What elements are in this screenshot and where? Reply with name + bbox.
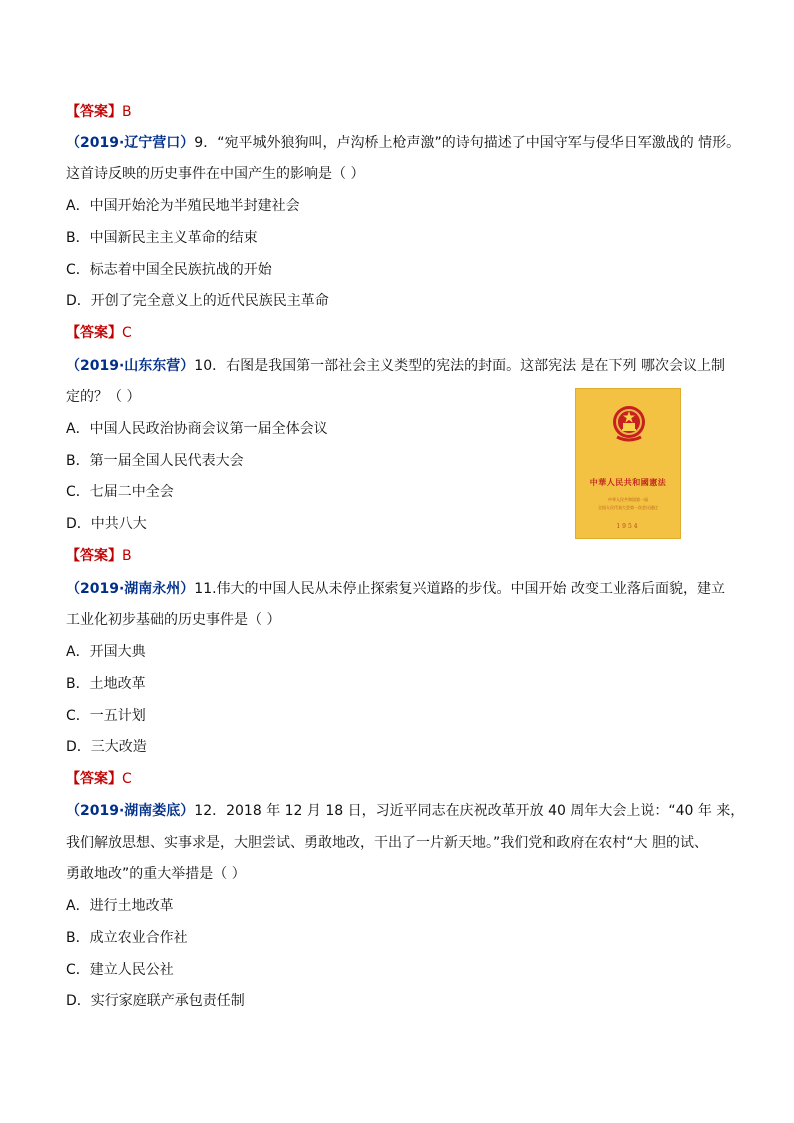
answer-label: 【答案】 bbox=[66, 548, 122, 564]
cover-subtitle-1: 中华人民共和国第一届 bbox=[608, 497, 648, 502]
answer-label: 【答案】 bbox=[66, 104, 122, 120]
question-source: （2019·山东东营） bbox=[66, 358, 195, 374]
question-12-option-b: B．成立农业合作社 bbox=[66, 930, 188, 946]
question-source: （2019·湖南娄底） bbox=[66, 803, 195, 819]
answer-line bbox=[66, 323, 132, 343]
question-10-stem-line1 bbox=[66, 356, 725, 376]
cover-title: 中華人民共和國憲法 bbox=[589, 477, 667, 487]
cover-year: 1954 bbox=[616, 523, 640, 530]
question-text: 10．右图是我国第一部社会主义类型的宪法的封面。这部宪法 是在下列 哪次会议上制 bbox=[194, 358, 726, 374]
cover-subtitle-2: 全国人民代表大会第一次会议通过 bbox=[598, 505, 658, 510]
question-12-option-d: D．实行家庭联产承包责任制 bbox=[66, 993, 245, 1009]
question-10-stem-line2: 定的？（ ） bbox=[66, 389, 141, 405]
question-12-option-c: C．建立人民公社 bbox=[66, 962, 174, 978]
question-text: 9．“宛平城外狼狗叫，卢沟桥上枪声激”的诗句描述了中国守军与侵华日军激战的 情形。 bbox=[194, 135, 741, 151]
answer-value: C bbox=[122, 325, 132, 341]
answer-line bbox=[66, 102, 132, 122]
question-9-option-a: A．中国开始沦为半殖民地半封建社会 bbox=[66, 198, 300, 214]
question-12-stem-line2: 我们解放思想、实事求是，大胆尝试、勇敢地改，干出了一片新天地。”我们党和政府在农村“大 胆的试、 bbox=[66, 835, 708, 851]
answer-line bbox=[66, 546, 132, 566]
question-11-stem-line2: 工业化初步基础的历史事件是（ ） bbox=[66, 612, 281, 628]
question-text: 12．2018 年 12 月 18 日，习近平同志在庆祝改革开放 40 周年大会上说：“40 年 来， bbox=[194, 803, 745, 819]
question-9-option-b: B．中国新民主主义革命的结束 bbox=[66, 230, 258, 246]
answer-value: B bbox=[122, 548, 132, 564]
question-11-stem-line1 bbox=[66, 579, 725, 599]
question-10-option-c: C．七届二中全会 bbox=[66, 484, 174, 500]
question-9-option-d: D．开创了完全意义上的近代民族民主革命 bbox=[66, 293, 329, 309]
question-12-stem-line1 bbox=[66, 801, 744, 821]
question-12-option-a: A．进行土地改革 bbox=[66, 898, 174, 914]
question-11-option-c: C．一五计划 bbox=[66, 708, 146, 724]
answer-label: 【答案】 bbox=[66, 325, 122, 341]
question-11-option-a: A．开国大典 bbox=[66, 644, 146, 660]
question-12-stem-line3: 勇敢地改”的重大举措是（ ） bbox=[66, 866, 246, 882]
question-source: （2019·辽宁营口） bbox=[66, 135, 195, 151]
answer-value: C bbox=[122, 771, 132, 787]
question-10-option-b: B．第一届全国人民代表大会 bbox=[66, 453, 244, 469]
question-10-option-a: A．中国人民政治协商会议第一届全体会议 bbox=[66, 421, 328, 437]
question-text: 11.伟大的中国人民从未停止探索复兴道路的步伐。中国开始 改变工业落后面貌，建立 bbox=[194, 581, 726, 597]
question-11-option-d: D．三大改造 bbox=[66, 739, 147, 755]
question-10-option-d: D．中共八大 bbox=[66, 516, 147, 532]
answer-label: 【答案】 bbox=[66, 771, 122, 787]
question-9-option-c: C．标志着中国全民族抗战的开始 bbox=[66, 262, 272, 278]
question-9-stem-line1 bbox=[66, 133, 740, 153]
answer-line bbox=[66, 769, 132, 789]
question-source: （2019·湖南永州） bbox=[66, 581, 195, 597]
national-emblem-icon bbox=[609, 403, 649, 443]
answer-value: B bbox=[122, 104, 132, 120]
question-9-stem-line2: 这首诗反映的历史事件在中国产生的影响是（ ） bbox=[66, 166, 365, 182]
question-11-option-b: B．土地改革 bbox=[66, 676, 146, 692]
constitution-cover-image bbox=[575, 388, 681, 539]
